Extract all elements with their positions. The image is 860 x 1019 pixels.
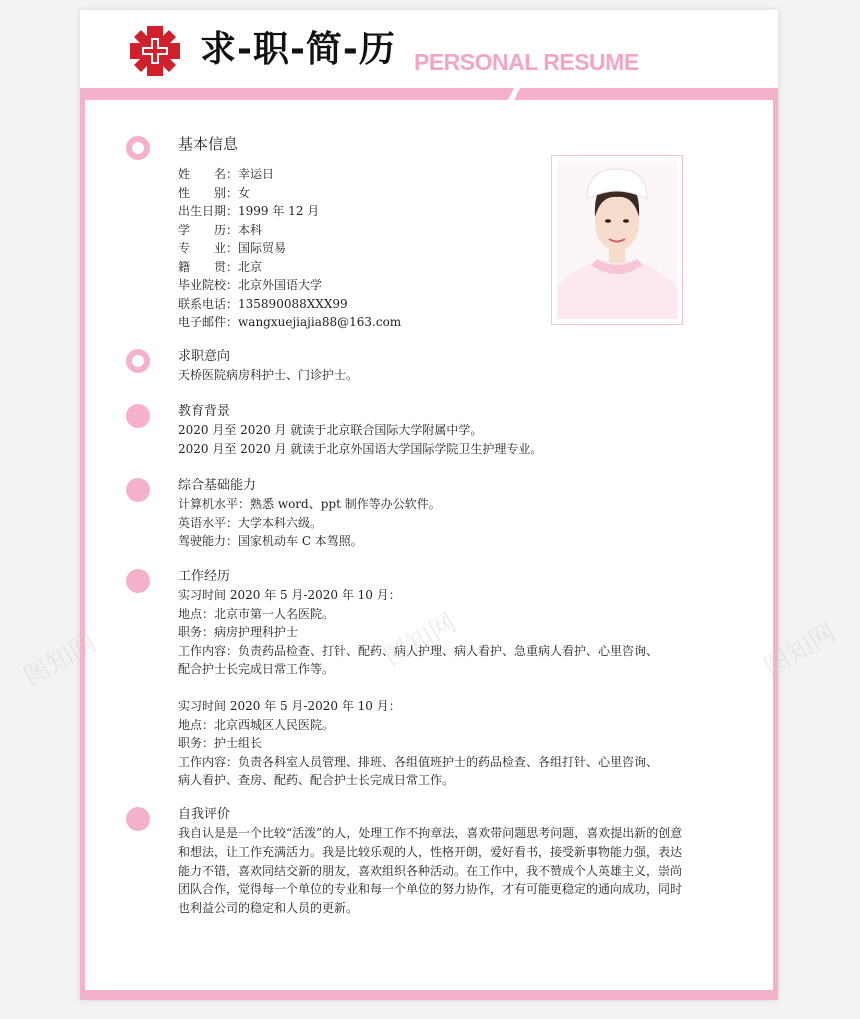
circle-dot-icon: [126, 404, 150, 428]
info-label: 性 别：: [178, 185, 239, 200]
basic-info-list: [178, 165, 401, 332]
text-line: 职务：病房护理科护士: [178, 625, 299, 639]
section-title: 教育背景: [178, 404, 231, 419]
circle-dot-icon: [126, 136, 150, 160]
text-line: 2020 月至 2020 月 就读于北京联合国际大学附属中学。: [178, 423, 483, 437]
watermark: 图知网: [758, 618, 842, 684]
skills-lines: [178, 495, 441, 551]
info-label: 出生日期：: [178, 204, 239, 218]
text-line: 2020 月至 2020 月 就读于北京外国语大学国际学院卫生护理专业。: [178, 441, 543, 456]
text-line: 工作内容：负责各科室人员管理、排班、各组值班护士的药品检查、各组打针、心里咨询、: [178, 754, 659, 769]
info-row: [178, 239, 401, 258]
info-value: 北京: [238, 259, 263, 274]
section-title: 工作经历: [178, 569, 231, 584]
watermark: 图知网: [18, 628, 102, 694]
watermark: 图知网: [378, 608, 462, 674]
text-line: 计算机水平：熟悉 word、ppt 制作等办公软件。: [178, 497, 441, 511]
info-value: 幸运日: [238, 167, 275, 181]
red-cross-icon: [128, 24, 182, 78]
info-value: 国际贸易: [238, 241, 287, 255]
resume-header: [80, 10, 778, 88]
section-title: 综合基础能力: [178, 478, 257, 493]
section-title: 求职意向: [178, 349, 231, 364]
info-row: [178, 295, 401, 314]
info-row: [178, 184, 401, 203]
info-value: wangxuejiajia88@163.com: [238, 315, 402, 329]
text-line: 实习时间 2020 年 5 月-2020 年 10 月：: [178, 588, 401, 602]
education-lines: [178, 421, 542, 458]
info-row: [178, 202, 401, 221]
section-title: 自我评价: [178, 807, 231, 822]
work-entry-2: [178, 697, 658, 790]
text-line: 实习时间 2020 年 5 月-2020 年 10 月：: [178, 699, 401, 713]
info-label: 专 业：: [178, 241, 239, 255]
page-subtitle: PERSONAL RESUME: [414, 49, 639, 75]
text-line: 地点：北京西城区人民医院。: [178, 717, 335, 732]
circle-dot-icon: [126, 569, 150, 593]
info-label: 电子邮件：: [178, 315, 239, 329]
info-label: 学 历：: [178, 222, 239, 237]
resume-sheet: [80, 10, 778, 1000]
text-line: 职务：护士组长: [178, 736, 263, 750]
circle-dot-icon: [126, 349, 150, 373]
circle-dot-icon: [126, 478, 150, 502]
text-line: 配合护士长完成日常工作等。: [178, 662, 335, 676]
info-row: [178, 221, 401, 240]
info-label: 联系电话：: [178, 296, 239, 311]
text-line: 英语水平：大学本科六级。: [178, 515, 323, 530]
intent-lines: [178, 366, 358, 385]
circle-dot-icon: [126, 807, 150, 831]
text-line: 驾驶能力：国家机动车 C 本驾照。: [178, 534, 363, 548]
info-value: 本科: [238, 222, 263, 237]
text-line: 天桥医院病房科护士、门诊护士。: [178, 368, 359, 382]
info-value: 北京外国语大学: [238, 278, 323, 292]
text-line: 病人看护、查房、配药、配合护士长完成日常工作。: [178, 773, 455, 787]
info-row: [178, 165, 401, 184]
header-band: [80, 88, 778, 100]
text-line: 工作内容：负责药品检查、打针、配药、病人护理、病人看护、急重病人看护、心里咨询、: [178, 643, 659, 658]
info-label: 姓 名：: [178, 167, 239, 181]
info-row: [178, 258, 401, 277]
info-label: 毕业院校：: [178, 278, 239, 292]
profile-photo: [557, 161, 677, 319]
text-line: 地点：北京市第一人名医院。: [178, 606, 335, 621]
info-row: [178, 313, 401, 332]
info-value: 1999 年 12 月: [238, 204, 320, 218]
page-title: 求-职-简-历: [200, 29, 396, 70]
section-title: 基本信息: [178, 135, 239, 153]
profile-photo-frame: [551, 155, 683, 325]
info-row: [178, 276, 401, 295]
info-value: 女: [238, 185, 251, 200]
info-label: 籍 贯：: [178, 259, 239, 274]
self-evaluation-text: 我自认是是一个比较“活泼”的人，处理工作不拘章法，喜欢带问题思考问题，喜欢提出新的创意和想法，让工作充满活力。我是比较乐观的人，性格开朗，爱好看书，接受新事物能力强，表达能力不错，喜欢同结交新的朋友，喜欢组织各种活动。在工作中，我不赞成个人英雄主义，崇尚团队合作，觉得每一个单位的专业和每一个单位的努力协作，才有可能更稳定的通向成功，同时也利益公司的稳定和人员的更新。: [178, 826, 683, 916]
info-value: 135890088XXX99: [238, 296, 348, 311]
